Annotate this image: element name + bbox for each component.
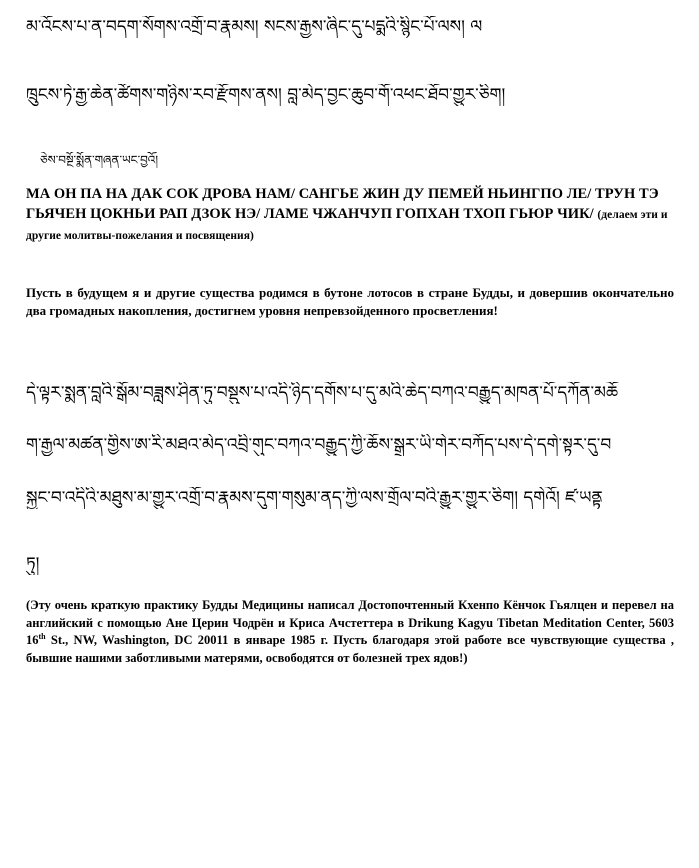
tibetan-colophon-line-2: ག་རྒྱལ་མཚན་གྱིས་ཨ་རི་མཐའ་མེད་འབྲི་གུང་བཀའ་བརྒྱུད་ཀྱི་ཆོས་སྒྲར་ཡི་གེར་བཀོད་པས་དེ་དགེ་སྟར་དུ་བ xyxy=(26,435,612,455)
colophon-text-part-2: St., NW, Washington, DC 20011 в январе 1985 г. Пусть благодаря этой работе все чувствующие существа , бывшие нашими заботливыми матерями, освободятся от болезней трех ядов!) xyxy=(26,633,674,665)
colophon-text-part-1: (Эту очень краткую практику Будды Медицины написал Достопочтенный Кхенпо Кёнчок Гьялцен и перевел на английский с помощью Ане Церин Чодрён и Криса Ачстеттера в Drikung Kagyu Tibetan Meditation Center, 5603 16 xyxy=(26,598,674,648)
colophon-superscript: th xyxy=(38,632,46,642)
tibetan-colophon-line-3: སྐྱང་བ་འདིའི་མཐུས་མ་གྱུར་འགྲོ་བ་རྣམས་དུག་གསུམ་ནད་ཀྱི་ལས་གྲོལ་བའི་རྒྱུར་གྱུར་ཅིག། དགེའོ། ཛ་ཡནྟ xyxy=(26,488,603,508)
tibetan-dedication-note: ཅེས་བསྔོ་སྨོན་གཞན་ཡང་བྱའོ། xyxy=(40,153,159,167)
transliteration-text: МА ОН ПА НА ДАК СОК ДРОВА НАМ/ САНГЬЕ ЖИН ДУ ПЕМЕЙ НЬИНГПО ЛЕ/ ТРУН ТЭ ГЬЯЧЕН ЦОКНЬИ РАП ДЗОК НЭ/ ЛАМЕ ЧЖАНЧУП ГОПХАН ТХОП ГЬЮР ЧИК/ xyxy=(26,186,659,222)
russian-translation: Пусть в будущем я и другие существа родимся в бутоне лотосов в стране Будды, и довершив окончательно два громадных накопления, достигнем уровня непревзойденного просветления! xyxy=(26,285,674,318)
transliteration-note: (делаем эти и другие молитвы-пожелания и посвящения) xyxy=(26,209,668,242)
tibetan-verse-line-2: ཁྲུངས་ཏེ་རྒྱ་ཆེན་ཚོགས་གཉིས་རབ་རྫོགས་ནས། བླ་མེད་བྱང་ཆུབ་གོ་འཕང་ཐོབ་གྱུར་ཅིག། xyxy=(26,85,506,105)
colophon-translation xyxy=(26,597,674,667)
tibetan-colophon-line-4: ཏུ། xyxy=(26,554,40,574)
tibetan-verse-line-1: མ་འོངས་པ་ན་བདག་སོགས་འགྲོ་བ་རྣམས། སངས་རྒྱས་ཞིང་དུ་པདྨའི་སྙིང་པོ་ལས། ལ xyxy=(26,17,483,37)
transliteration-block xyxy=(26,184,674,246)
tibetan-colophon-line-1: དེ་ལྟར་སྨན་བླའི་སྒོམ་བཟླས་ཤིན་ཏུ་བསྡུས་པ་འདི་ཉིད་དགོས་པ་དུ་མའི་ཆེད་བཀའ་བརྒྱུད་མཁན་པོ་དཀོན་མཆོ xyxy=(26,383,619,403)
